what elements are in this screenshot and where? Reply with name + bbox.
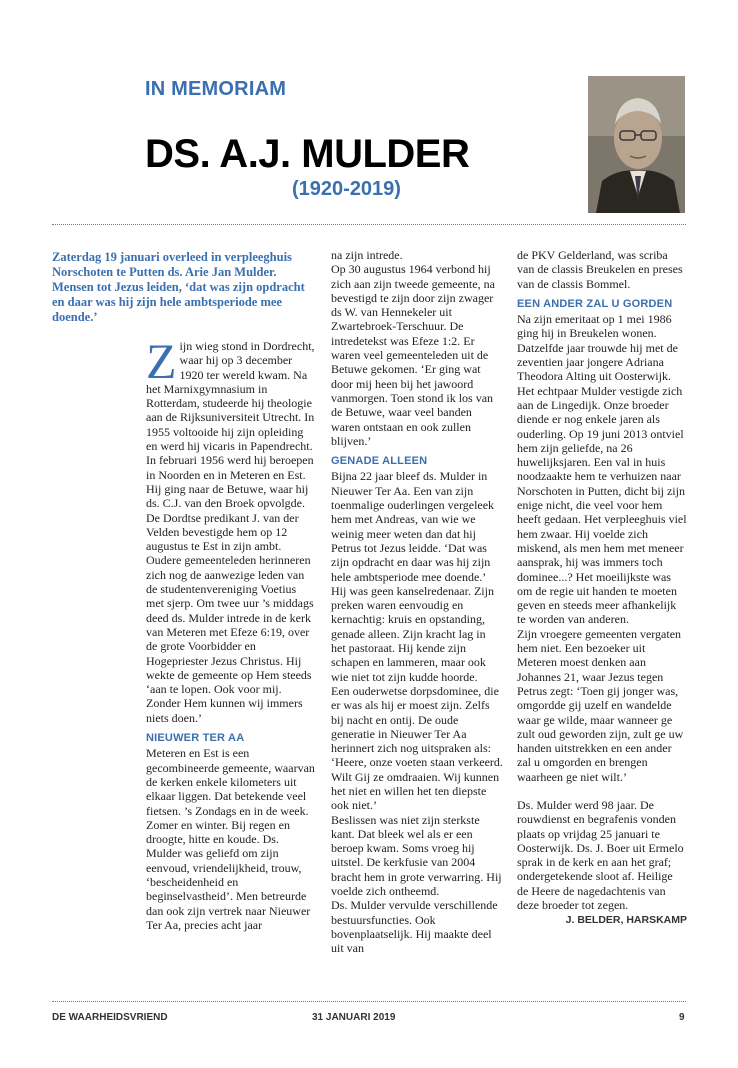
section-kicker: IN MEMORIAM [145,78,287,100]
footer-date: 31 JANUARI 2019 [312,1012,396,1023]
paragraph: Bijna 22 jaar bleef ds. Mulder in Nieuwer Ter Aa. Een van zijn toenmalige ouderlingen vergeleek hem met Andreas, van wie we weinig meer weten dan dat hij Petrus tot Jezus leidde. ‘Dat was zijn opdracht en daar was hij zijn hele ambtsperiode mee doende.’ Hij was geen kanselredenaar. Zijn preken waren eenvoudig en kernachtig: kruis en opstanding, genade alleen. Zijn kracht lag in het pastoraat. Hij kende zijn schapen en lammeren, maar ook wie niet tot zijn kudde hoorde. [331,469,495,684]
paragraph: Meteren en Est is een gecombineerde gemeente, waarvan de kerken enkele kilometers uit elkaar liggen. Dat betekende veel fietsen. ’s Zondags en in de week. Zomer en winter. Bij regen en droogte, hitte en koude. Ds. Mulder was geliefd om zijn eenvoud, vriendelijkheid, trouw, ‘bescheidenheid en beginselvastheid’. Men betreurde dan ook zijn vertrek naar Nieuwer Ter Aa, precies acht jaar [146,746,315,932]
paragraph-text: ijn wieg stond in Dordrecht, waar hij op 3 december 1920 ter wereld kwam. Na het Marnixgymnasium in Rotterdam, studeerde hij theologie aan de Rijksuniversiteit Utrecht. In 1955 voltooide hij zijn opleiding en werd hij vicaris in Papendrecht. In februari 1956 werd hij beroepen in Noorden en in Meteren en Est. Hij ging naar de Betuwe, waar hij ds. C.J. van den Broek opvolgde. De Dordtse predikant J. van der Velden bevestigde hem op 12 augustus te Est in zijn ambt. [146,339,315,554]
paragraph: Een ouderwetse dorpsdominee, die er was als hij er moest zijn. Zelfs bij nacht en ontij. De oude generatie in Nieuwer Ter Aa herinnert zich nog uitspraken als: ‘Heere, onze voeten staan verkeerd. Wilt Gij ze omdraaien. Wij kunnen het niet en willen het ten diepste ook niet.’ [331,683,503,813]
paragraph: de PKV Gelderland, was scriba van de classis Breukelen en preses van de classis Bommel. [517,248,683,291]
paragraph: na zijn intrede. [331,248,403,262]
paragraph: Ds. Mulder werd 98 jaar. De rouwdienst en begrafenis vonden plaats op vrijdag 25 januari te Oosterwijk. Ds. J. Boer uit Ermelo sprak in de kerk en aan het graf; ondergetekende sloot af. Heilige de Heere de nagedachtenis van deze broeder tot zegen. [517,797,684,913]
bottom-divider [52,1001,686,1002]
paragraph: Na zijn emeritaat op 1 mei 1986 ging hij in Breukelen wonen. Datzelfde jaar trouwde hij met de zeventien jaar jongere Adriana Theodora Alting uit Oosterwijk. Het echtpaar Mulder vestigde zich aan de Lingedijk. Onze broeder diende er nog enkele jaren als ouderling. Op 19 juni 2013 ontviel hem zijn geliefde, na 26 huwelijksjaren. Een val in huis noodzaakte hem te verhuizen naar Norschoten in Putten, dicht bij zijn enige nicht, die veel voor hem heeft gedaan. Het verpleeghuis viel hem zwaar. Hij voelde zich miskend, als men hem met meneer aansprak, hij was immers toch dominee...? Het moeilijkste was om de regie uit handen te moeten geven en steeds meer afhankelijk te worden van anderen. [517,312,687,627]
footer-publication: DE WAARHEIDSVRIEND [52,1012,168,1023]
column-1 [146,333,316,932]
paragraph: Ds. Mulder vervulde verschillende bestuursfuncties. Ook bovenplaatselijk. Hij maakte deel uit van [331,898,498,956]
subheading: GENADE ALLEEN [331,455,428,468]
article-years: (1920-2019) [292,178,401,200]
paragraph: Op 30 augustus 1964 verbond hij zich aan zijn tweede gemeente, na bevestigd te zijn door zijn zwager ds W. van Hennekeler uit Zwartebroek-Terschuur. De intredetekst was Efeze 1:2. Er waren veel gemeenteleden uit de Betuwe gekomen. ‘Er ging wat door mij heen bij het jawoord vanmorgen. Toen stond ik los van de Betuwe, waar veel banden waren ontstaan en ook zullen blijven.’ [331,262,495,448]
article-lead: Zaterdag 19 januari overleed in verpleeghuis Norschoten te Putten ds. Arie Jan Mulder. Mensen tot Jezus leiden, ‘dat was zijn opdracht en daar was hij zijn hele ambtsperiode mee doende.’ [52,250,305,324]
column-2 [331,248,503,956]
paragraph [146,333,316,554]
article-title: DS. A.J. MULDER [145,132,470,176]
portrait-illustration [588,76,685,213]
subheading: NIEUWER TER AA [146,732,245,745]
paragraph: Zijn vroegere gemeenten vergaten hem niet. Een bezoeker uit Meteren moest denken aan Johannes 21, waar Jezus tegen Petrus zegt: ‘Toen gij jonger was, omgordde gij uzelf en wandelde waar ge wilde, maar wanneer ge zult oud geworden zijn, zult ge uw handen uitstrekken en een ander zal u omgorden en brengen waarheen ge niet wilt.’ [517,626,684,784]
drop-cap: Z [146,333,177,389]
paragraph: Beslissen was niet zijn sterkste kant. Dat bleek wel als er een beroep kwam. Soms vroeg hij uitstel. De kerkfusie van 2004 bracht hem in grote verwarring. Hij voelde zich ontheemd. [331,812,502,899]
author-byline: J. BELDER, HARSKAMP [565,914,687,927]
subheading: EEN ANDER ZAL U GORDEN [517,297,673,310]
page-number: 9 [679,1012,685,1023]
column-3 [517,248,687,928]
portrait-photo [588,76,685,213]
paragraph: Oudere gemeenteleden herinneren zich nog de aanwezige leden van de studentenvereniging Voetius met sjerp. Om twee uur ’s middags deed ds. Mulder intrede in de kerk van Meteren met Efeze 6:19, over de grote Voorbidder en Hogepriester Jezus Christus. Hij wekte de gemeente op Hem steeds ‘aan te lopen. Ook voor mij. Zonder Hem kunnen wij immers niets doen.’ [146,553,314,725]
top-divider [52,224,686,225]
